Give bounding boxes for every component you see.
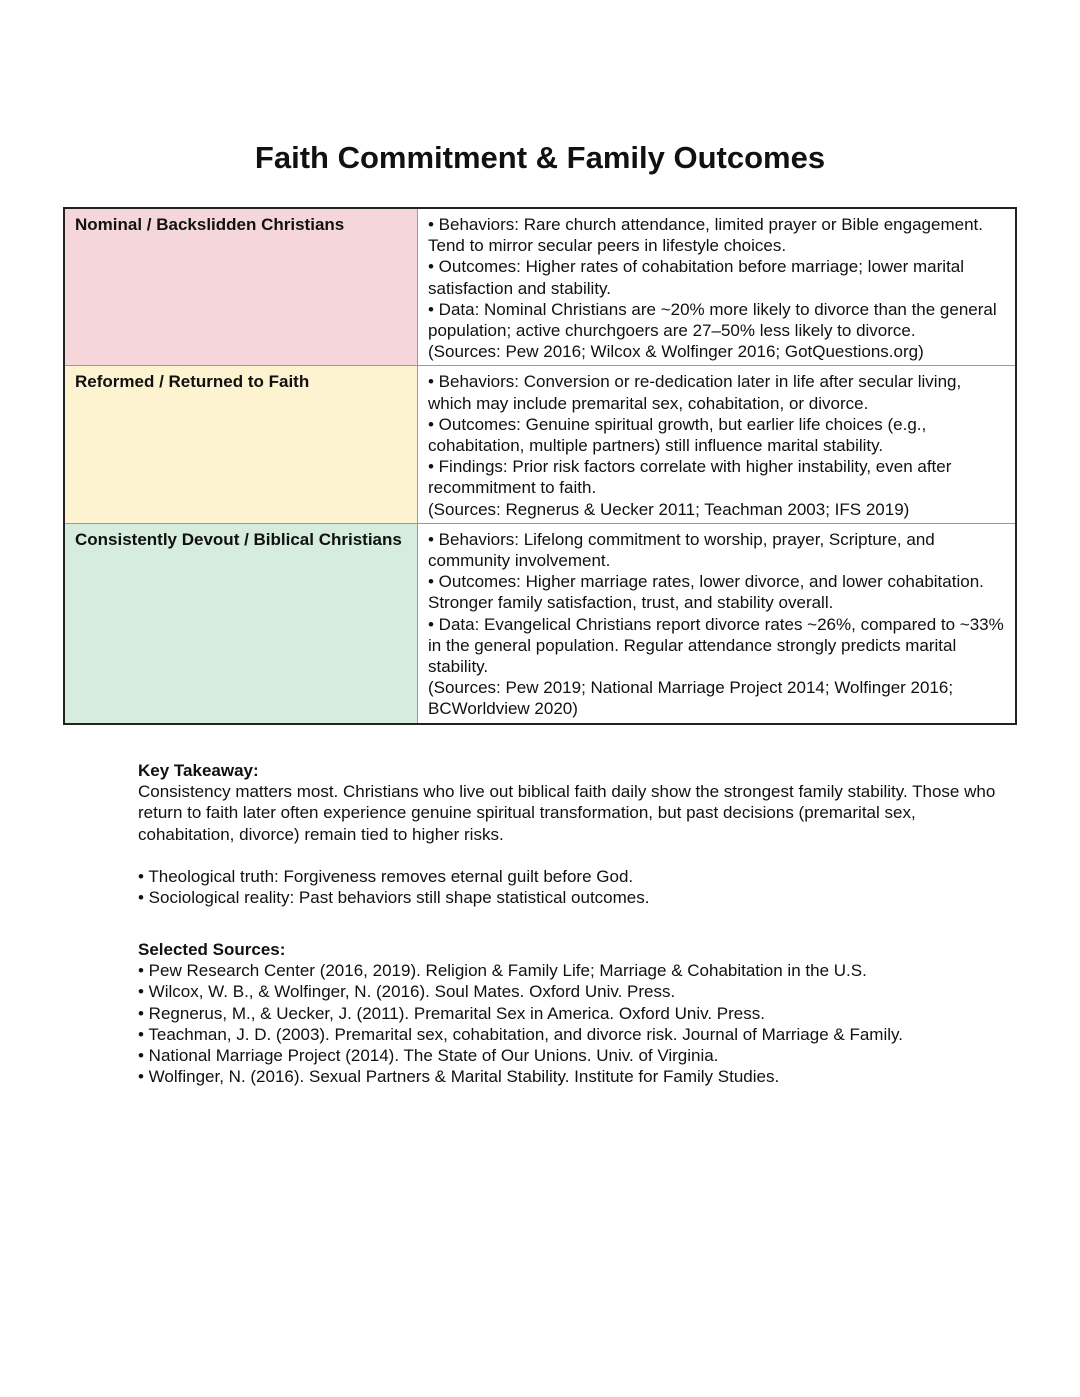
table-row-devout: [64, 523, 1016, 723]
data-line: • Data: Nominal Christians are ~20% more likely to divorce than the general population; active churchgoers are 27–50% less likely to divorce.: [428, 299, 997, 341]
source-item: • Teachman, J. D. (2003). Premarital sex, cohabitation, and divorce risk. Journal of Marriage & Family.: [138, 1024, 903, 1044]
group-label-reformed: Reformed / Returned to Faith: [64, 366, 418, 523]
sources-line: (Sources: Pew 2016; Wilcox & Wolfinger 2016; GotQuestions.org): [428, 342, 924, 362]
group-description-nominal: [418, 208, 1017, 366]
page-title: Faith Commitment & Family Outcomes: [254, 140, 826, 175]
findings-line: • Findings: Prior risk factors correlate with higher instability, even after recommitment to faith.: [428, 457, 952, 498]
outcomes-line: • Outcomes: Higher marriage rates, lower divorce, and lower cohabitation. Stronger family satisfaction, trust, and stability overall.: [428, 572, 984, 613]
group-label-devout: Consistently Devout / Biblical Christians: [64, 523, 418, 723]
faith-outcomes-table: [63, 207, 1017, 725]
group-description-reformed: [418, 366, 1017, 523]
group-label-nominal: Nominal / Backslidden Christians: [64, 208, 418, 366]
source-item: • Pew Research Center (2016, 2019). Religion & Family Life; Marriage & Cohabitation in the U.S.: [138, 961, 867, 981]
takeaway-bullet-theological: • Theological truth: Forgiveness removes eternal guilt before God.: [138, 866, 634, 886]
key-takeaway-heading: Key Takeaway:: [138, 761, 259, 780]
sources-line: (Sources: Pew 2019; National Marriage Project 2014; Wolfinger 2016; BCWorldview 2020): [428, 678, 954, 719]
table-row-nominal: [64, 208, 1016, 366]
spacer: [138, 845, 998, 866]
outcomes-line: • Outcomes: Higher rates of cohabitation before marriage; lower marital satisfaction and stability.: [428, 257, 965, 298]
behaviors-line: • Behaviors: Conversion or re-dedication later in life after secular living, which may include premarital sex, cohabitation, or divorce.: [428, 372, 962, 413]
source-item: • National Marriage Project (2014). The State of Our Unions. Univ. of Virginia.: [138, 1046, 719, 1066]
table-row-reformed: [64, 366, 1016, 523]
outcomes-line: • Outcomes: Genuine spiritual growth, but earlier life choices (e.g., cohabitation, multiple partners) still influence marital stability.: [428, 414, 927, 456]
behaviors-line: • Behaviors: Lifelong commitment to worship, prayer, Scripture, and community involvement.: [428, 529, 935, 571]
key-takeaway-section: [138, 760, 998, 908]
source-item: • Regnerus, M., & Uecker, J. (2011). Premarital Sex in America. Oxford Univ. Press.: [138, 1003, 765, 1023]
selected-sources-section: [138, 939, 998, 1087]
sources-line: (Sources: Regnerus & Uecker 2011; Teachman 2003; IFS 2019): [428, 499, 910, 519]
data-line: • Data: Evangelical Christians report divorce rates ~26%, compared to ~33% in the general population. Regular attendance strongly predicts marital stability.: [428, 614, 1004, 677]
source-item: • Wolfinger, N. (2016). Sexual Partners & Marital Stability. Institute for Family Studies.: [138, 1067, 780, 1087]
selected-sources-heading: Selected Sources:: [138, 940, 286, 959]
source-item: • Wilcox, W. B., & Wolfinger, N. (2016). Soul Mates. Oxford Univ. Press.: [138, 982, 676, 1002]
key-takeaway-text: Consistency matters most. Christians who live out biblical faith daily show the strongest family stability. Those who return to faith later often experience genuine spiritual transformation, but past decisions (premarital sex, cohabitation, divorce) remain tied to higher risks.: [138, 782, 996, 844]
behaviors-line: • Behaviors: Rare church attendance, limited prayer or Bible engagement. Tend to mirror secular peers in lifestyle choices.: [428, 215, 983, 256]
takeaway-bullet-sociological: • Sociological reality: Past behaviors still shape statistical outcomes.: [138, 888, 650, 908]
group-description-devout: [418, 523, 1017, 723]
